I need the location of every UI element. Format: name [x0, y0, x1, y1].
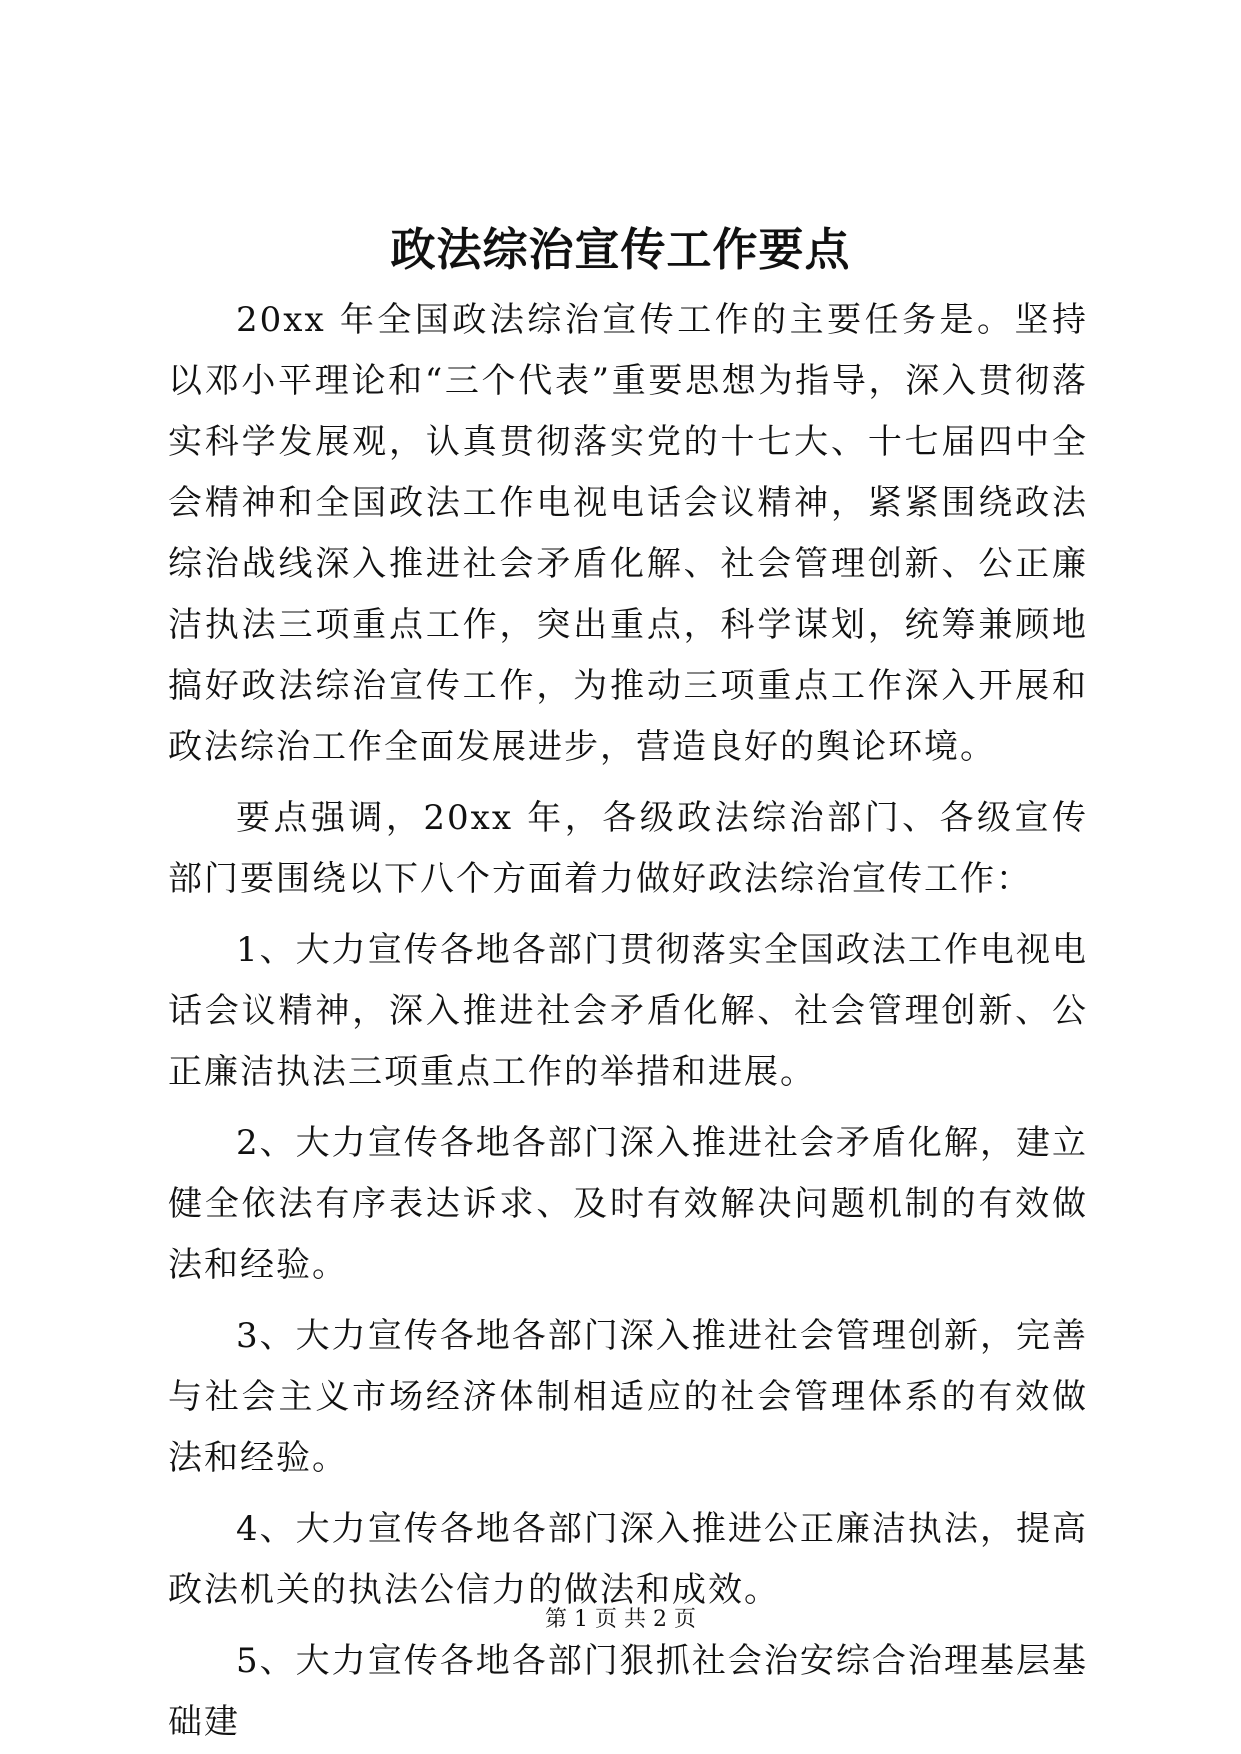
paragraph-item-5: 5、大力宣传各地各部门狠抓社会治安综合治理基层基础建 [168, 1641, 1088, 1742]
paragraph-summary: 要点强调，20xx 年，各级政法综治部门、各级宣传部门要围绕以下八个方面着力做好政法综治宣传工作： [168, 798, 1088, 899]
paragraph-item-1: 1、大力宣传各地各部门贯彻落实全国政法工作电视电话会议精神，深入推进社会矛盾化解、社会管理创新、公正廉洁执法三项重点工作的举措和进展。 [168, 930, 1088, 1092]
document-body [168, 290, 1088, 1753]
paragraph-intro: 20xx 年全国政法综治宣传工作的主要任务是。坚持以邓小平理论和“三个代表”重要思想为指导，深入贯彻落实科学发展观，认真贯彻落实党的十七大、十七届四中全会精神和全国政法工作电视电话会议精神，紧紧围绕政法综治战线深入推进社会矛盾化解、社会管理创新、公正廉洁执法三项重点工作，突出重点，科学谋划，统筹兼顾地搞好政法综治宣传工作，为推动三项重点工作深入开展和政法综治工作全面发展进步，营造良好的舆论环境。 [168, 300, 1088, 767]
paragraph-item-2: 2、大力宣传各地各部门深入推进社会矛盾化解，建立健全依法有序表达诉求、及时有效解决问题机制的有效做法和经验。 [168, 1123, 1088, 1285]
page-number: 第 1 页 共 2 页 [545, 1607, 696, 1632]
paragraph-item-3: 3、大力宣传各地各部门深入推进社会管理创新，完善与社会主义市场经济体制相适应的社会管理体系的有效做法和经验。 [168, 1316, 1088, 1478]
paragraph-item-4: 4、大力宣传各地各部门深入推进公正廉洁执法，提高政法机关的执法公信力的做法和成效。 [168, 1509, 1088, 1610]
document-title: 政法综治宣传工作要点 [390, 223, 851, 276]
